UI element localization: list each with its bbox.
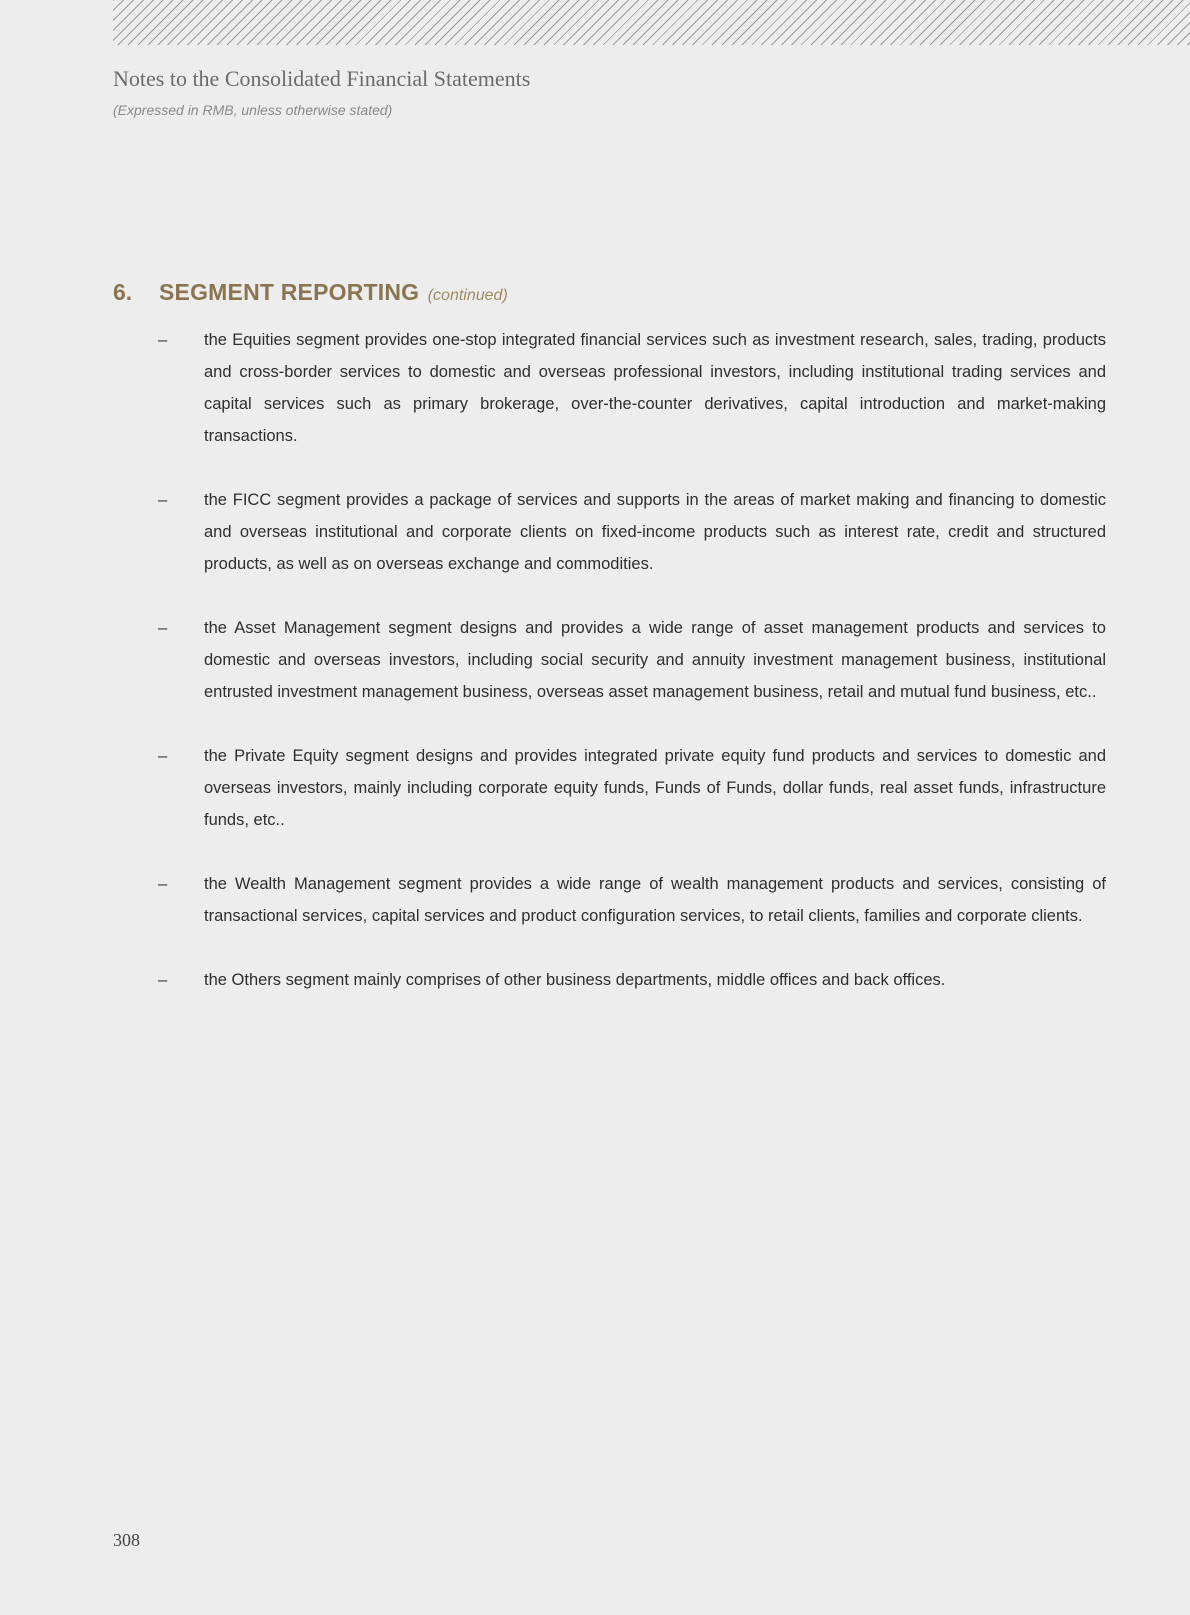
list-item	[158, 484, 1106, 580]
bullet-dash: –	[158, 491, 168, 509]
bullet-text-equities: the Equities segment provides one-stop integrated financial services such as investment research, sales, trading, products and cross-border services to domestic and overseas professional investors, including institutional trading services and capital services such as primary brokerage, over-the-counter derivatives, capital introduction and market-making transactions.	[204, 331, 1106, 445]
list-item	[158, 324, 1106, 452]
bullet-dash: –	[158, 875, 168, 893]
bullet-text-others: the Others segment mainly comprises of other business departments, middle offices and back offices.	[204, 971, 946, 989]
page-number: 308	[113, 1530, 140, 1550]
bullet-text-private-equity: the Private Equity segment designs and provides integrated private equity fund products and services to domestic and overseas investors, mainly including corporate equity funds, Funds of Funds, dollar funds, real asset funds, infrastructure funds, etc..	[204, 747, 1106, 829]
running-header-subtitle: (Expressed in RMB, unless otherwise stated)	[113, 102, 393, 118]
bullet-text-ficc: the FICC segment provides a package of services and supports in the areas of market making and financing to domestic and overseas institutional and corporate clients on fixed-income products such as interest rate, credit and structured products, as well as on overseas exchange and commodities.	[204, 491, 1106, 573]
section-heading	[113, 279, 508, 306]
running-header-title: Notes to the Consolidated Financial Statements	[113, 66, 531, 91]
bullet-text-asset-management: the Asset Management segment designs and provides a wide range of asset management products and services to domestic and overseas investors, including social security and annuity investment management business, institutional entrusted investment management business, overseas asset management business, retail and mutual fund business, etc..	[204, 619, 1106, 701]
bullet-dash: –	[158, 747, 168, 765]
segment-bullet-list	[158, 324, 1106, 1028]
list-item	[158, 612, 1106, 708]
bullet-dash: –	[158, 619, 168, 637]
section-continued-note: (continued)	[427, 287, 508, 304]
decorative-hatch-band	[113, 0, 1190, 45]
bullet-dash: –	[158, 971, 168, 989]
section-title: SEGMENT REPORTING	[159, 279, 420, 305]
bullet-text-wealth-management: the Wealth Management segment provides a wide range of wealth management products and services, consisting of transactional services, capital services and product configuration services, to retail clients, families and corporate clients.	[204, 875, 1106, 925]
section-number: 6.	[113, 279, 133, 305]
bullet-dash: –	[158, 331, 168, 349]
list-item	[158, 964, 1106, 996]
list-item	[158, 740, 1106, 836]
list-item	[158, 868, 1106, 932]
